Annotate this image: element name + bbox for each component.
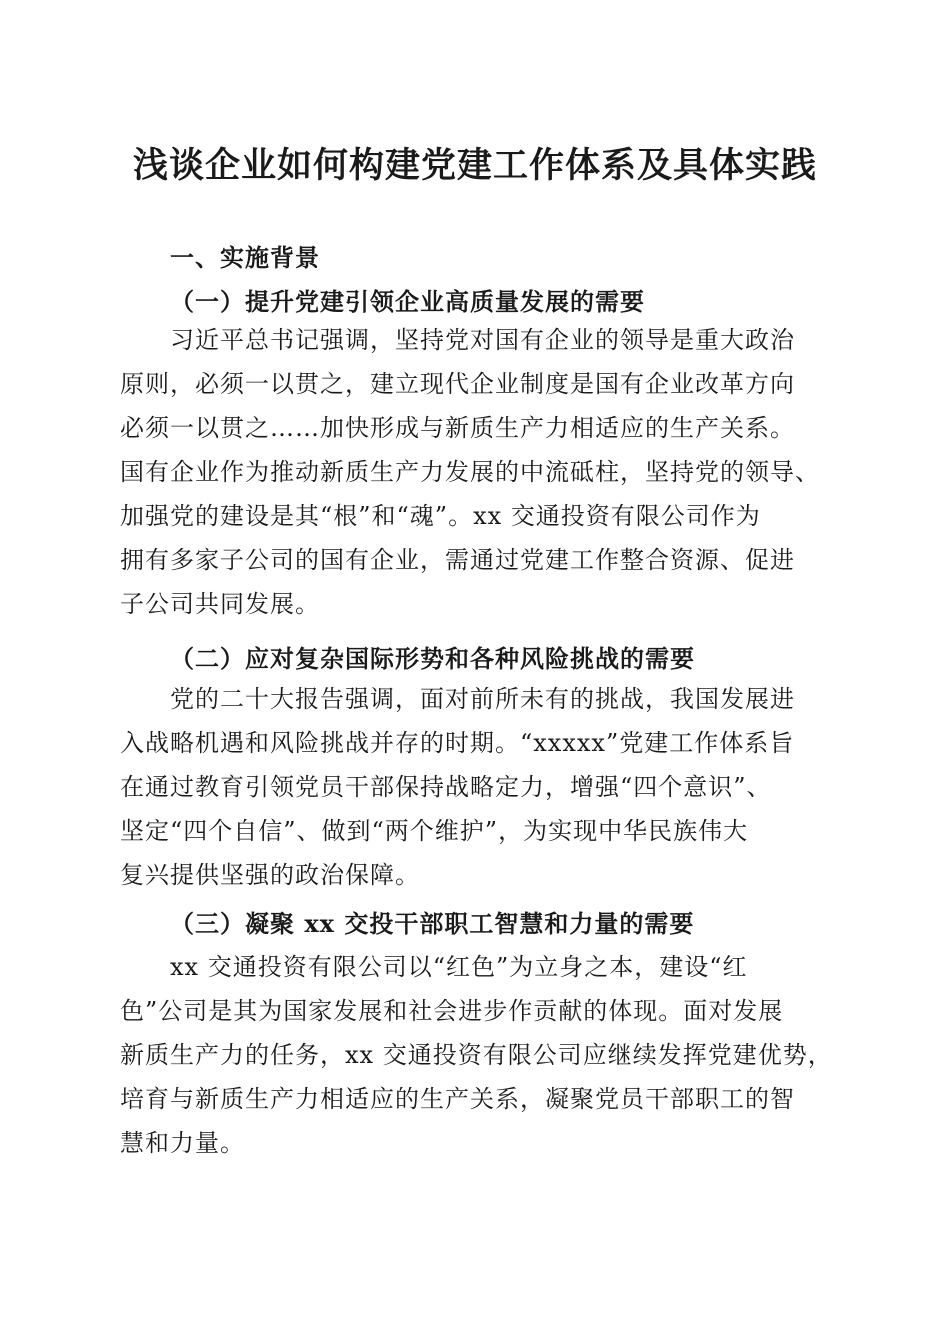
- paragraph-line: 拥有多家子公司的国有企业，需通过党建工作整合资源、促进: [120, 546, 795, 574]
- paragraph-line: 加强党的建设是其“根”和“魂”。xx 交通投资有限公司作为: [120, 502, 761, 530]
- section-heading-background: 一、实施背景: [170, 244, 320, 272]
- paragraph-line: 新质生产力的任务，xx 交通投资有限公司应继续发挥党建优势，: [120, 1041, 833, 1069]
- subsection-heading-2: （二）应对复杂国际形势和各种风险挑战的需要: [170, 644, 695, 673]
- paragraph-line: 入战略机遇和风险挑战并存的时期。“xxxxx”党建工作体系旨: [120, 729, 795, 757]
- document-title: 浅谈企业如何构建党建工作体系及具体实践: [132, 145, 817, 186]
- paragraph-line: xx 交通投资有限公司以“红色”为立身之本，建设“红: [170, 953, 748, 981]
- paragraph-line: 坚定“四个自信”、做到“两个维护”，为实现中华民族伟大: [120, 817, 749, 845]
- paragraph-2: [120, 677, 840, 897]
- paragraph-line: 慧和力量。: [120, 1129, 245, 1157]
- subsection-heading-3: （三）凝聚 xx 交投干部职工智慧和力量的需要: [170, 909, 695, 938]
- paragraph-line: 习近平总书记强调，坚持党对国有企业的领导是重大政治: [170, 326, 795, 354]
- paragraph-line: 国有企业作为推动新质生产力发展的中流砥柱，坚持党的领导、: [120, 458, 820, 486]
- paragraph-line: 色”公司是其为国家发展和社会进步作贡献的体现。面对发展: [120, 997, 784, 1025]
- paragraph-line: 党的二十大报告强调，面对前所未有的挑战，我国发展进: [170, 685, 795, 713]
- paragraph-1: [120, 318, 840, 626]
- paragraph-line: 子公司共同发展。: [120, 590, 320, 618]
- paragraph-line: 培育与新质生产力相适应的生产关系，凝聚党员干部职工的智: [120, 1085, 795, 1113]
- paragraph-line: 复兴提供坚强的政治保障。: [120, 861, 420, 889]
- paragraph-line: 在通过教育引领党员干部保持战略定力，增强“四个意识”、: [120, 773, 772, 801]
- paragraph-3: [120, 945, 840, 1165]
- paragraph-line: 必须一以贯之……加快形成与新质生产力相适应的生产关系。: [120, 414, 795, 442]
- paragraph-line: 原则，必须一以贯之，建立现代企业制度是国有企业改革方向: [120, 370, 795, 398]
- subsection-heading-1: （一）提升党建引领企业高质量发展的需要: [170, 287, 645, 316]
